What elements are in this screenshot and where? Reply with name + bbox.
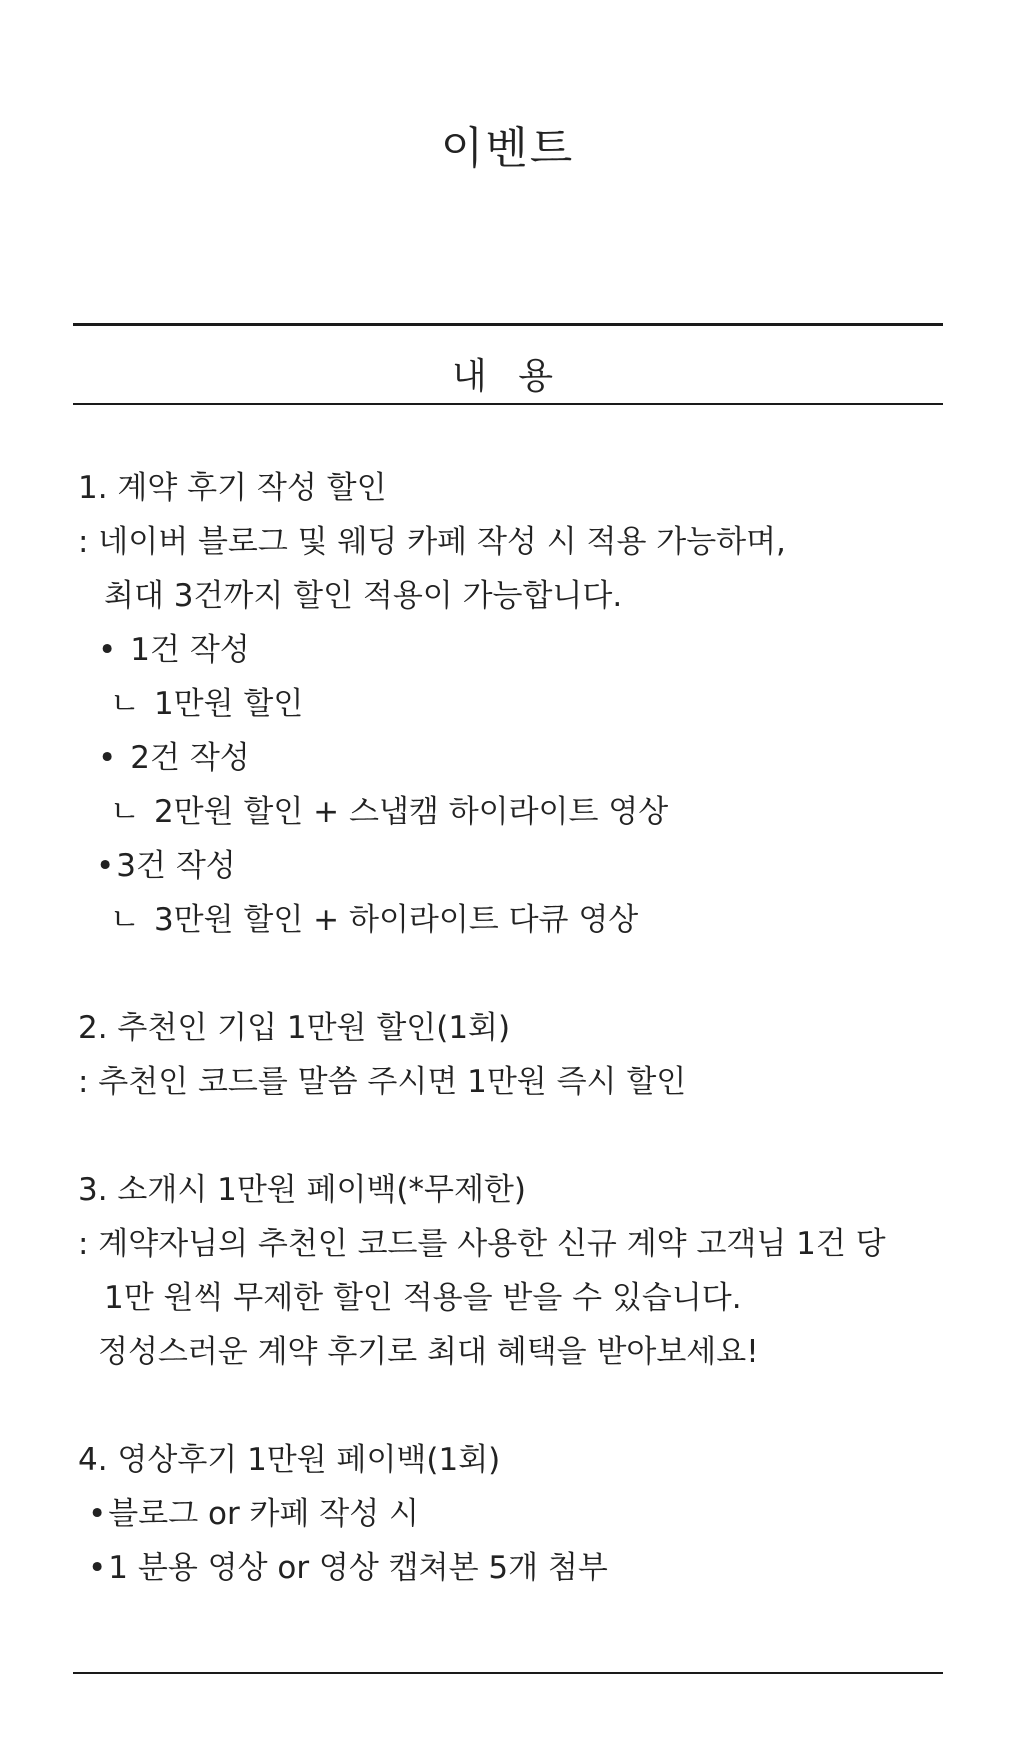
- bullet-icon: •: [98, 740, 117, 776]
- header-bottom-rule: [73, 403, 943, 405]
- tier-3-reward: [110, 900, 638, 940]
- event-2-desc-1: : 추천인 코드를 말씀 주시면 1만원 즉시 할인: [78, 1064, 687, 1100]
- tier-2-label: 2건 작성: [130, 740, 250, 776]
- event-3-desc-3: 정성스러운 계약 후기로 최대 혜택을 받아보세요!: [98, 1334, 759, 1370]
- bullet-icon: •: [96, 848, 115, 884]
- tier-3-reward-text: 3만원 할인 + 하이라이트 다큐 영상: [153, 902, 639, 938]
- tier-1: [98, 630, 250, 670]
- bullet-icon: •: [88, 1550, 107, 1586]
- reward-mark: ㄴ: [110, 902, 140, 938]
- event-2-heading: 2. 추천인 기입 1만원 할인(1회): [78, 1010, 511, 1046]
- tier-1-reward-text: 1만원 할인: [153, 686, 304, 722]
- event-1-desc-2: 최대 3건까지 할인 적용이 가능합니다.: [104, 578, 623, 614]
- bullet-icon: •: [98, 632, 117, 668]
- reward-mark: ㄴ: [110, 794, 140, 830]
- page-title: 이벤트: [440, 123, 575, 174]
- bullet-icon: •: [88, 1496, 107, 1532]
- header-top-rule: [73, 323, 943, 326]
- section-header: 내 용: [452, 356, 563, 397]
- event-4-heading: 4. 영상후기 1만원 페이백(1회): [78, 1442, 501, 1478]
- event-3-desc-2: 1만 원씩 무제한 할인 적용을 받을 수 있습니다.: [104, 1280, 742, 1316]
- reward-mark: ㄴ: [110, 686, 140, 722]
- tier-3: [96, 846, 236, 886]
- event-4-item-2: [88, 1548, 608, 1588]
- tier-3-label: 3건 작성: [116, 848, 236, 884]
- event-3-desc-1: : 계약자님의 추천인 코드를 사용한 신규 계약 고객님 1건 당: [78, 1226, 886, 1262]
- footer-rule: [73, 1672, 943, 1674]
- event-3-heading: 3. 소개시 1만원 페이백(*무제한): [78, 1172, 526, 1208]
- event-1-desc-1: : 네이버 블로그 및 웨딩 카페 작성 시 적용 가능하며,: [78, 524, 786, 560]
- tier-2: [98, 738, 250, 778]
- event-4-item-1-text: 블로그 or 카페 작성 시: [108, 1496, 419, 1532]
- event-4-item-2-text: 1 분용 영상 or 영상 캡쳐본 5개 첨부: [108, 1550, 608, 1586]
- event-1-heading: 1. 계약 후기 작성 할인: [78, 470, 387, 506]
- tier-1-reward: [110, 684, 303, 724]
- event-4-item-1: [88, 1494, 419, 1534]
- tier-1-label: 1건 작성: [130, 632, 250, 668]
- tier-2-reward: [110, 792, 668, 832]
- tier-2-reward-text: 2만원 할인 + 스냅캠 하이라이트 영상: [153, 794, 669, 830]
